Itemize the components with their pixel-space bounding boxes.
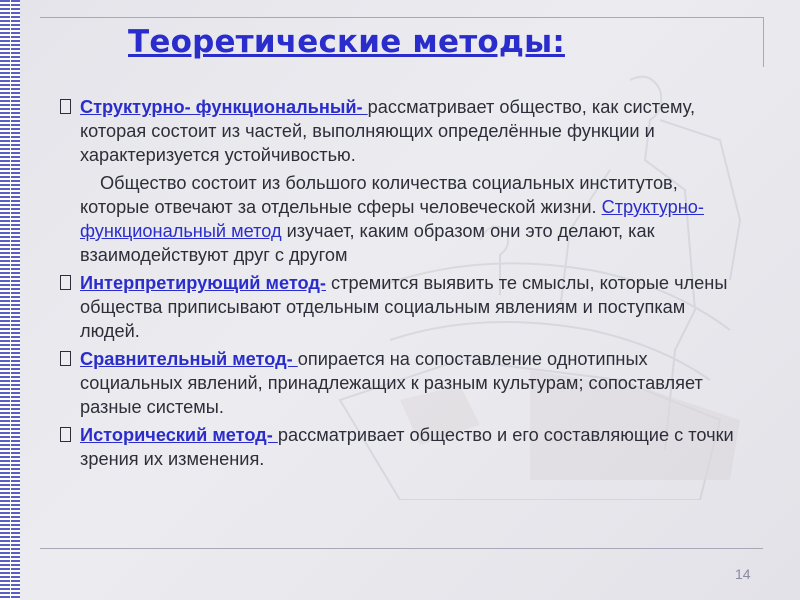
slide-title: Теоретические методы: [128,24,565,60]
paragraph-text-end: изучает, каким образом они это делают, как взаимодействуют друг с другом [80,221,655,265]
item-description: рассматривает общество и его составляющие с точки зрения их изменения. [80,425,734,469]
item-description: рассматривает общество, как систему, которая состоит из частей, выполняющих определённые функции и характеризуется устойчивостью. [80,97,695,165]
paragraph-text: Общество состоит из большого количества социальных институтов, которые отвечают за отдельные сферы человеческой жизни. [80,173,678,217]
list-item [60,347,750,419]
term-label: Интерпретирующий метод- [80,273,326,293]
square-bullet-icon [60,427,71,442]
frame-line-top [40,17,763,18]
list-item [60,423,750,471]
page-number: 14 [735,566,751,582]
item-description: стремится выявить те смыслы, которые члены общества приписывают отдельным социальным явлениям и поступкам людей. [80,273,728,341]
decorative-stripe [0,0,20,600]
slide-content [60,95,750,475]
item-description: опирается на сопоставление однотипных социальных явлений, принадлежащих к разным культурам; сопоставляет разные системы. [80,349,703,417]
inline-link[interactable]: Структурно- функциональный метод [80,197,704,241]
frame-line-bottom [40,548,763,549]
body-paragraph [60,171,750,267]
term-label: Сравнительный метод- [80,349,298,369]
square-bullet-icon [60,99,71,114]
term-label: Исторический метод- [80,425,278,445]
list-item [60,271,750,343]
term-label: Структурно- функциональный- [80,97,368,117]
square-bullet-icon [60,275,71,290]
square-bullet-icon [60,351,71,366]
list-item [60,95,750,167]
